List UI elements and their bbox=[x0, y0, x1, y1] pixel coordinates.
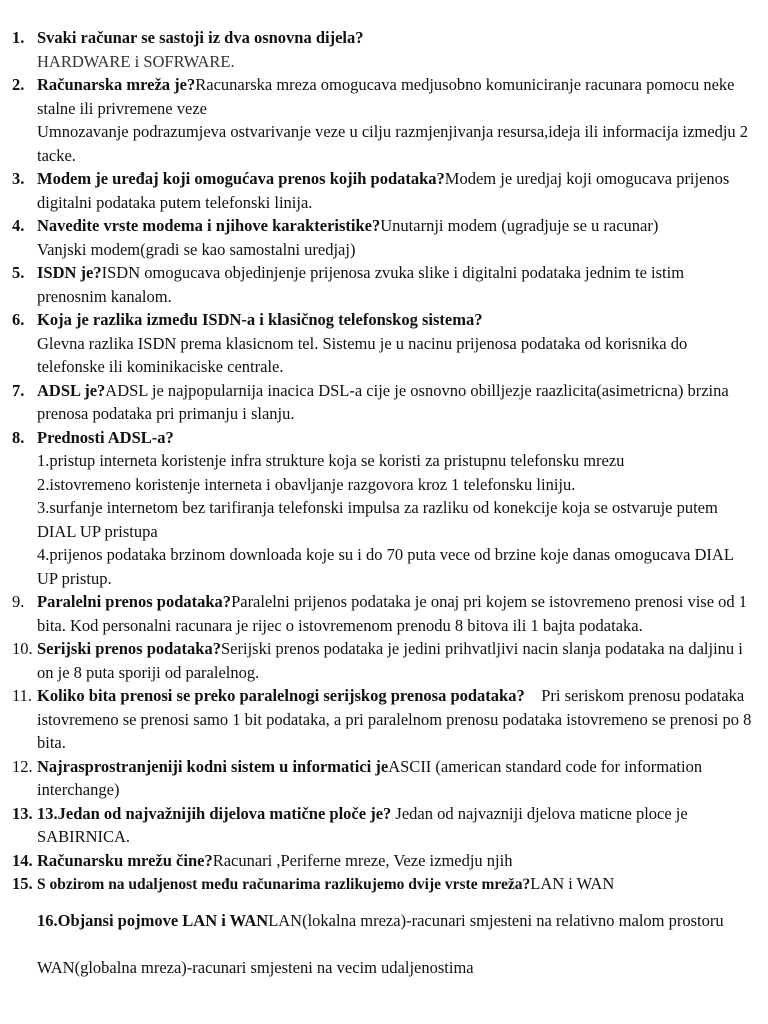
question-number: 1. bbox=[12, 28, 25, 47]
question-number: 14. bbox=[12, 850, 33, 870]
question-number: 11. bbox=[12, 686, 33, 705]
answer-line: 3.surfanje internetom bez tarifiranja telefonski impulsa za razliku od konekcije koja se ostvaruje putem DIAL UP pristupa bbox=[37, 498, 718, 541]
question-10 bbox=[0, 637, 768, 684]
question-number: 3. bbox=[12, 169, 25, 188]
question-2 bbox=[0, 73, 768, 167]
question-text: Paralelni prenos podataka? bbox=[37, 592, 232, 611]
question-number: 8. bbox=[12, 427, 25, 447]
question-text: Koja je razlika između ISDN-a i klasičnog telefonskog sistema? bbox=[37, 310, 483, 329]
question-3 bbox=[0, 167, 768, 214]
answer-line: WAN(globalna mreza)-racunari smjesteni na vecim udaljenostima bbox=[37, 958, 474, 977]
question-8 bbox=[0, 426, 768, 591]
question-15 bbox=[0, 872, 768, 897]
answer-line: 2.istovremeno koristenje interneta i obavljanje razgovora kroz 1 telefonsku liniju. bbox=[37, 474, 576, 494]
answer-text: LAN i WAN bbox=[530, 874, 615, 893]
question-6 bbox=[0, 308, 768, 379]
answer-text: Serijski prenos podataka je jedini prihvatljivi nacin slanja podataka na daljinu i on je 8 puta sporiji od paralelnog. bbox=[37, 639, 743, 682]
question-text: Navedite vrste modema i njihove karakteristike? bbox=[37, 216, 381, 235]
question-12 bbox=[0, 755, 768, 802]
question-number: 5. bbox=[12, 263, 25, 282]
question-number: 4. bbox=[12, 216, 25, 235]
question-14 bbox=[0, 849, 768, 873]
answer-line: Umnozavanje podrazumjeva ostvarivanje veze u cilju razmjenjivanja resursa,ideja ili informacija izmedju 2 tacke. bbox=[37, 122, 749, 165]
question-11 bbox=[0, 684, 768, 755]
answer-text: ISDN omogucava objedinjenje prijenosa zvuka slike i digitalni podataka jednim te istim prenosnim kanalom. bbox=[37, 263, 685, 306]
answer-line: 1.pristup interneta koristenje infra strukture koja se koristi za pristupnu telefonsku mrezu bbox=[37, 451, 625, 470]
question-number: 6. bbox=[12, 310, 25, 329]
question-text: Koliko bita prenosi se preko paralelnogi serijskog prenosa podataka? bbox=[37, 686, 525, 705]
question-16 bbox=[0, 909, 768, 980]
question-1 bbox=[0, 26, 768, 73]
question-text: S obzirom na udaljenost među računarima razlikujemo dvije vrste mreža? bbox=[37, 876, 531, 893]
question-text: Svaki računar se sastoji iz dva osnovna dijela? bbox=[37, 28, 364, 47]
question-text: 16.Objansi pojmove LAN i WAN bbox=[37, 910, 269, 930]
answer-text: Pri seriskom prenosu podataka istovremeno se prenosi samo 1 bit podataka, a pri paralelnom prenosu podataka istovremeno se prenosi po 8 bita. bbox=[37, 686, 756, 752]
question-7 bbox=[0, 379, 768, 426]
question-text: 13.Jedan od najvažnijih dijelova matične ploče je? bbox=[37, 803, 392, 823]
question-text: Modem je uređaj koji omogućava prenos kojih podataka? bbox=[37, 169, 445, 188]
question-number: 7. bbox=[12, 380, 25, 400]
question-text: Računarska mreža je? bbox=[37, 75, 196, 94]
question-4 bbox=[0, 214, 768, 261]
question-number: 9. bbox=[12, 592, 25, 611]
question-text: Najrasprostranjeniji kodni sistem u informatici je bbox=[37, 756, 389, 776]
answer-line: HARDWARE i SOFRWARE. bbox=[37, 51, 235, 71]
answer-text: ADSL je najpopularnija inacica DSL-a cije je osnovno obilljezje raazlicita(asimetricna) brzina prenosa podataka pri primanju i slanju. bbox=[37, 380, 729, 423]
question-text: Serijski prenos podataka? bbox=[37, 639, 221, 658]
question-text: ISDN je? bbox=[37, 263, 102, 282]
answer-line: Vanjski modem(gradi se kao samostalni uredjaj) bbox=[37, 239, 356, 259]
answer-line: Glevna razlika ISDN prema klasicnom tel. Sistemu je u nacinu prijenosa podataka od korisnika do telefonske ili kominikaciske centrale. bbox=[37, 333, 688, 376]
answer-text: Racunarska mreza omogucava medjusobno komuniciranje racunara pomocu neke stalne ili privremene veze bbox=[37, 75, 735, 118]
question-13 bbox=[0, 802, 768, 849]
answer-text: Paralelni prijenos podataka je onaj pri kojem se istovremeno prenosi vise od 1 bita. Kod personalni racunara je rijec o istovremenom prenodu 8 bitova ili 1 bajta podataka. bbox=[37, 592, 748, 635]
question-number: 10. bbox=[12, 639, 33, 658]
answer-text: Racunari ,Periferne mreze, Veze izmedju njih bbox=[212, 850, 513, 870]
answer-text: ASCII (american standard code for information interchange) bbox=[37, 756, 703, 799]
question-9 bbox=[0, 590, 768, 637]
answer-text: LAN(lokalna mreza)-racunari smjesteni na relativno malom prostoru bbox=[268, 910, 724, 930]
answer-text: Jedan od najvazniji djelova maticne ploce je SABIRNICA. bbox=[37, 803, 688, 846]
answer-text: Unutarnji modem (ugradjuje se u racunar) bbox=[380, 216, 659, 235]
document-page bbox=[0, 26, 768, 980]
question-number: 15. bbox=[12, 874, 33, 893]
question-5 bbox=[0, 261, 768, 308]
answer-line: 4.prijenos podataka brzinom downloada koje su i do 70 puta vece od brzine koje danas omogucava DIAL UP pristup. bbox=[37, 545, 734, 588]
question-number: 13. bbox=[12, 803, 33, 823]
question-number: 2. bbox=[12, 75, 25, 94]
question-number: 12. bbox=[12, 756, 33, 776]
question-text: Prednosti ADSL-a? bbox=[37, 427, 174, 447]
question-text: Računarsku mrežu čine? bbox=[37, 850, 213, 870]
answer-text: Modem je uredjaj koji omogucava prijenos digitalni podataka putem telefonski linija. bbox=[37, 169, 730, 212]
question-text: ADSL je? bbox=[37, 380, 106, 400]
